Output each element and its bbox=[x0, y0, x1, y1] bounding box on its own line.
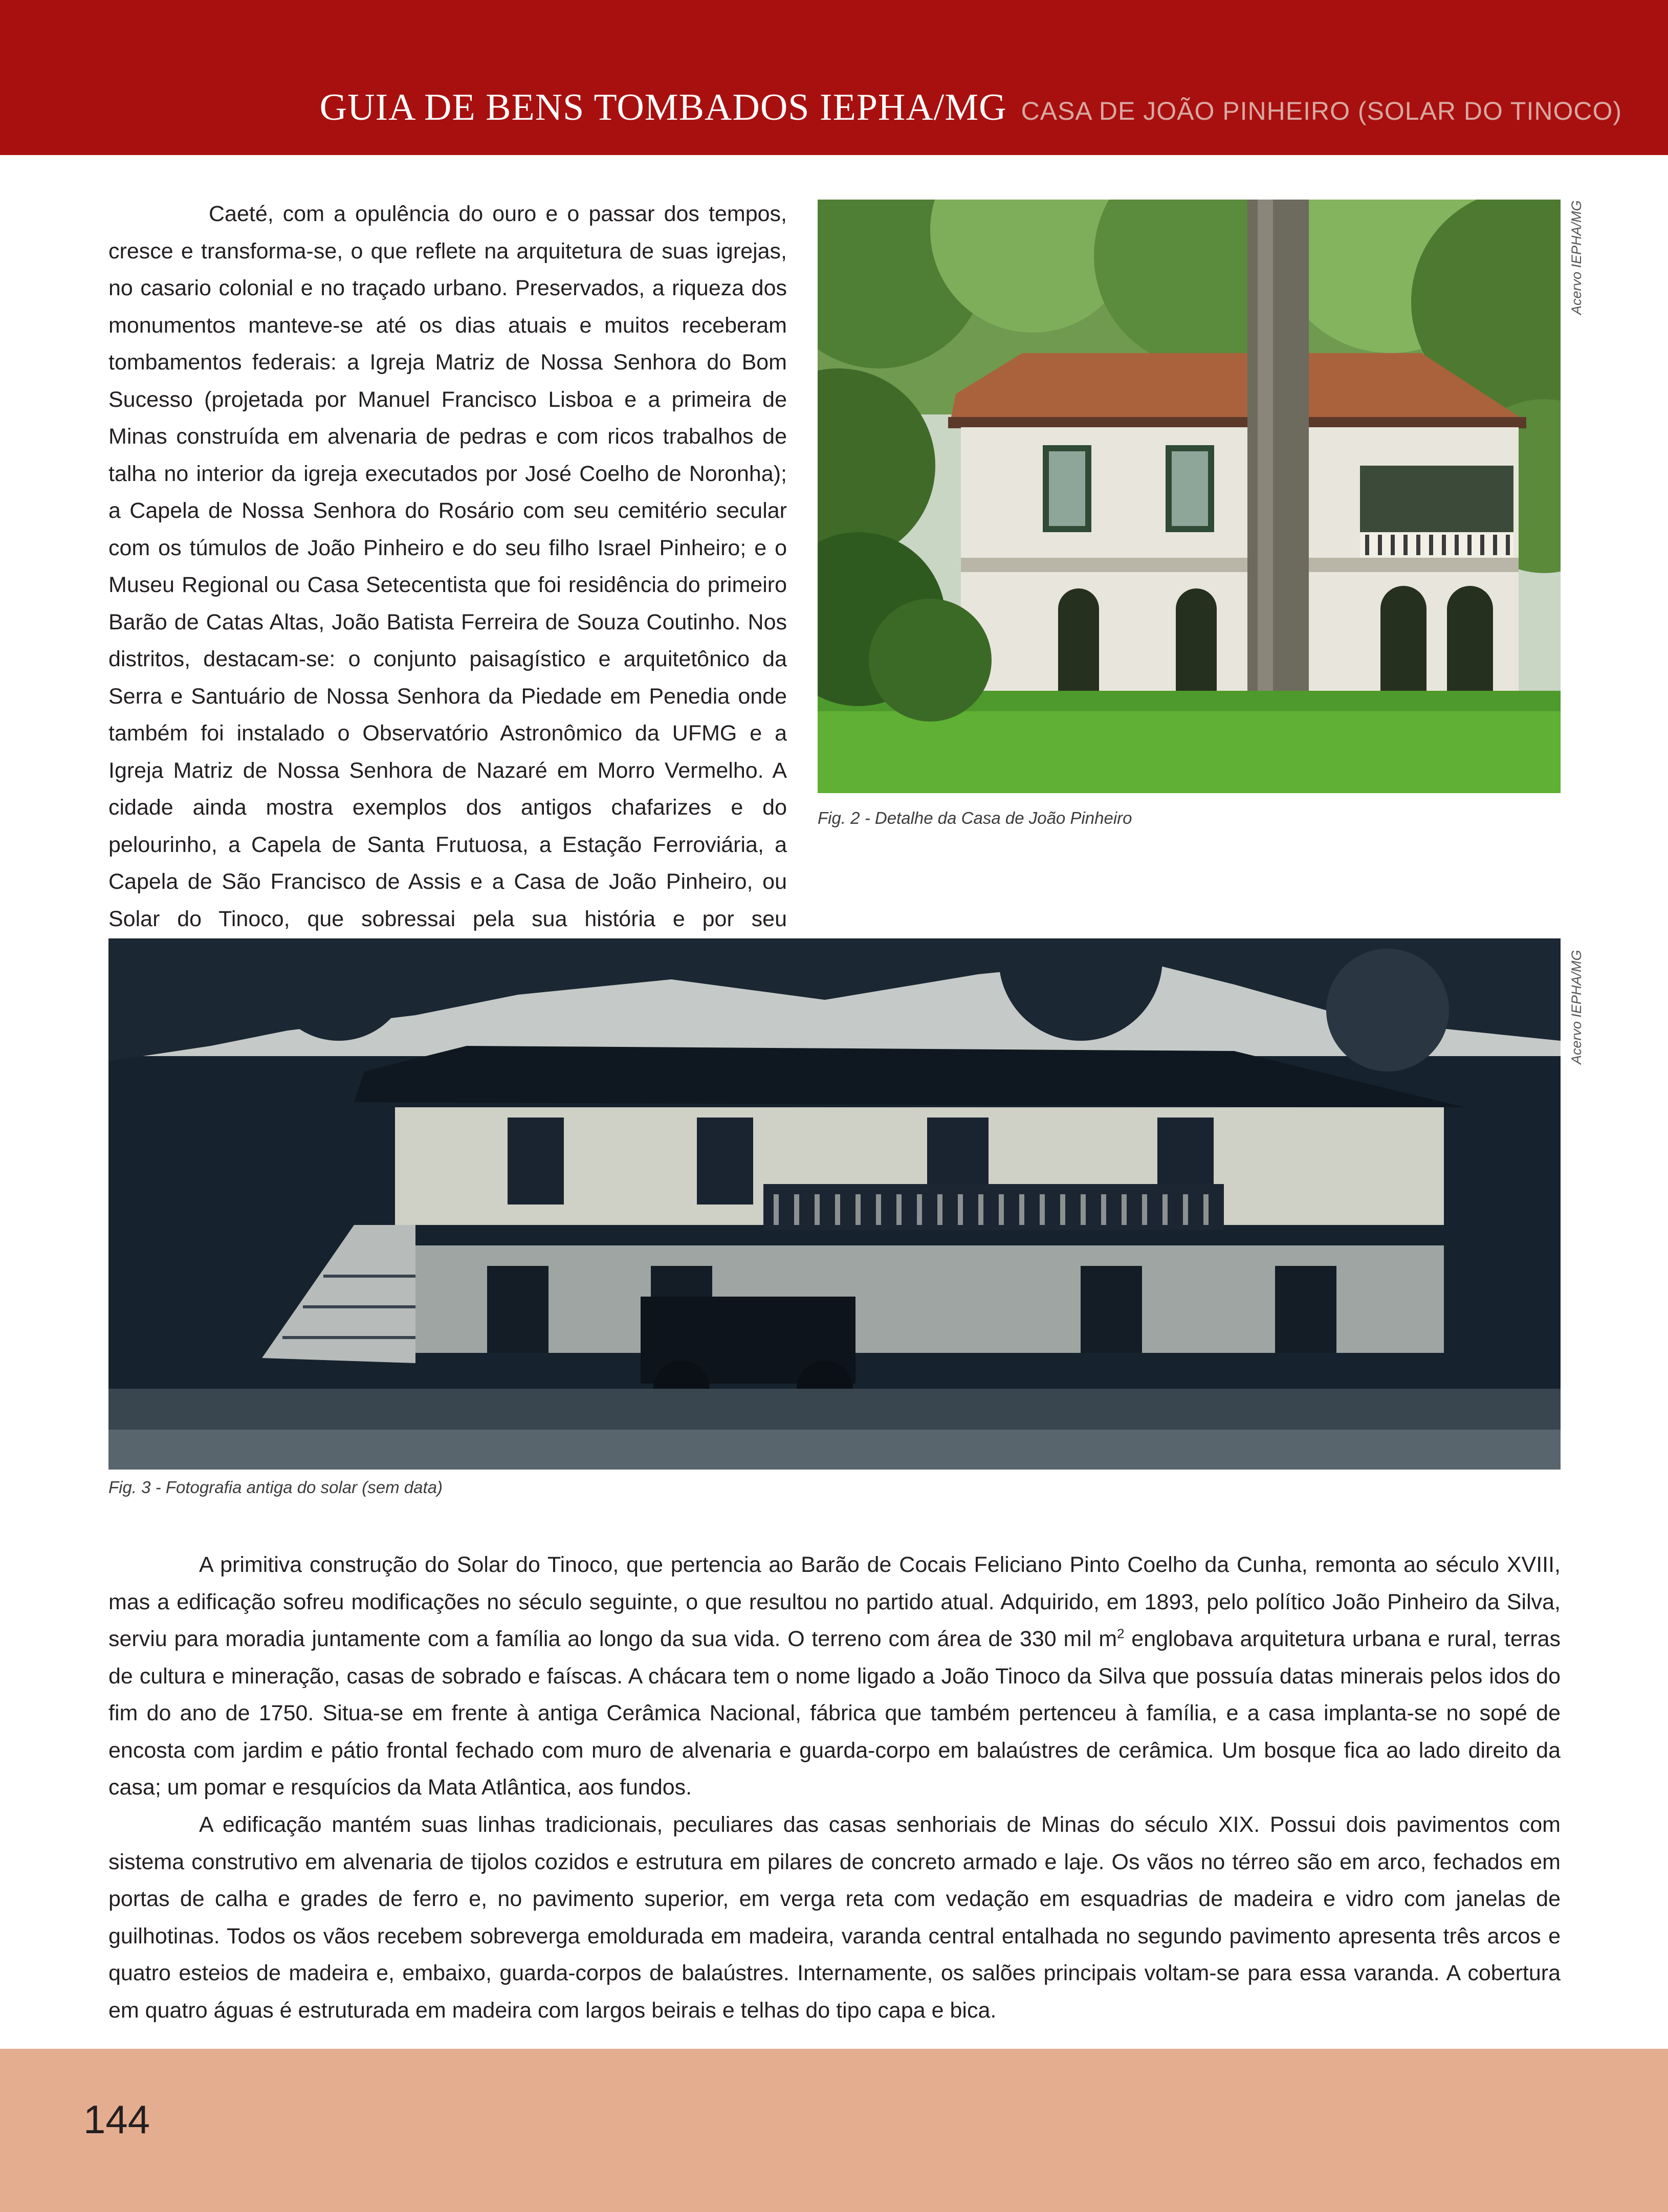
squared-superscript: 2 bbox=[1117, 1626, 1125, 1641]
house-color-photo bbox=[818, 200, 1561, 793]
guide-title: GUIA DE BENS TOMBADOS IEPHA/MG bbox=[319, 86, 1007, 128]
intro-paragraph: Caeté, com a opulência do ouro e o passar dos tempos, cresce e transforma-se, o que reflete na arquitetura de suas igrejas, no casario colonial e no traçado urbano. Preservados, a riqueza dos monumentos manteve-se até os dias atuais e muitos receberam tombamentos federais: a Igreja Matriz de Nossa Senhora do Bom Sucesso (projetada por Manuel Francisco Lisboa e a primeira de Minas construída em alvenaria de pedras e com ricos trabalhos de talha no interior da igreja executados por José Coelho de Noronha); a Capela de Nossa Senhora do Rosário com seu cemitério secular com os túmulos de João Pinheiro e do seu filho Israel Pinheiro; e o Museu Regional ou Casa Setecentista que foi residência do primeiro Barão de Catas Altas, João Batista Ferreira de Souza Coutinho. Nos distritos, destacam-se: o conjunto paisagístico e arquitetônico da Serra e Santuário de Nossa Senhora da Piedade em Penedia onde também foi instalado o Observatório Astronômico da UFMG e a Igreja Matriz de Nossa Senhora de Nazaré em Morro Vermelho. A cidade ainda mostra exemplos dos antigos chafarizes e do pelourinho, a Capela de Santa Frutuosa, a Estação Ferroviária, a Capela de São Francisco de Assis e a Casa de João Pinheiro, ou Solar do Tinoco, que sobressai pela sua história e por seu bbox=[108, 202, 787, 931]
old-solar-photo bbox=[108, 938, 1561, 1470]
figure-2-credit: Acervo IEPHA/MG bbox=[1569, 200, 1584, 315]
figure-2-caption: Fig. 2 - Detalhe da Casa de João Pinheiro bbox=[818, 808, 1132, 827]
header-band bbox=[0, 0, 1668, 155]
body-paragraph-1 bbox=[108, 1546, 1561, 1806]
figure-3-photo bbox=[108, 938, 1561, 1470]
body-paragraph-2: A edificação mantém suas linhas tradicionais, peculiares das casas senhoriais de Minas do século XIX. Possui dois pavimentos com sistema construtivo em alvenaria de tijolos cozidos e estrutura em pilares de concreto armado e laje. Os vãos no térreo são em arco, fechados em portas de calha e grades de ferro e, no pavimento superior, em verga reta com vedação em esquadrias de madeira e vidro com janelas de guilhotinas. Todos os vãos recebem sobreverga emoldurada em madeira, varanda central entalhada no segundo pavimento apresenta três arcos e quatro esteios de madeira e, embaixo, guarda-corpos de balaústres. Internamente, os salões principais voltam-se para essa varanda. A cobertura em quatro águas é estruturada em madeira com largos beirais e telhas do tipo capa e bica. bbox=[108, 1812, 1561, 2023]
page-number: 144 bbox=[83, 2097, 150, 2142]
body-paragraph-1-part-2: englobava arquitetura urbana e rural, terras de cultura e mineração, casas de sobrado e faíscas. A chácara tem o nome ligado a João Tinoco da Silva que possuía datas minerais pelos idos do fim do ano de 1750. Situa-se em frente à antiga Cerâmica Nacional, fábrica que também pertenceu à família, e a casa implanta-se no sopé de encosta com jardim e pátio frontal fechado com muro de alvenaria e guarda-corpo em balaústres de cerâmica. Um bosque fica ao lado direito da casa; um pomar e resquícios da Mata Atlântica, aos fundos. bbox=[108, 1627, 1561, 1800]
header-title bbox=[320, 86, 1622, 129]
body-paragraph-1-part-1: A primitiva construção do Solar do Tinoco, que pertencia ao Barão de Cocais Feliciano Pinto Coelho da Cunha, remonta ao século XVIII, mas a edificação sofreu modificações no século seguinte, o que resultou no partido atual. Adquirido, em 1893, pelo político João Pinheiro da Silva, serviu para moradia juntamente com a família ao longo da sua vida. O terreno com área de 330 mil m bbox=[108, 1552, 1561, 1651]
figure-2-photo bbox=[818, 200, 1561, 793]
figure-3-caption: Fig. 3 - Fotografia antiga do solar (sem data) bbox=[108, 1478, 443, 1497]
footer-band bbox=[0, 2049, 1668, 2212]
figure-3-credit: Acervo IEPHA/MG bbox=[1569, 950, 1584, 1064]
guide-subtitle: CASA DE JOÃO PINHEIRO (SOLAR DO TINOCO) bbox=[1021, 97, 1622, 125]
